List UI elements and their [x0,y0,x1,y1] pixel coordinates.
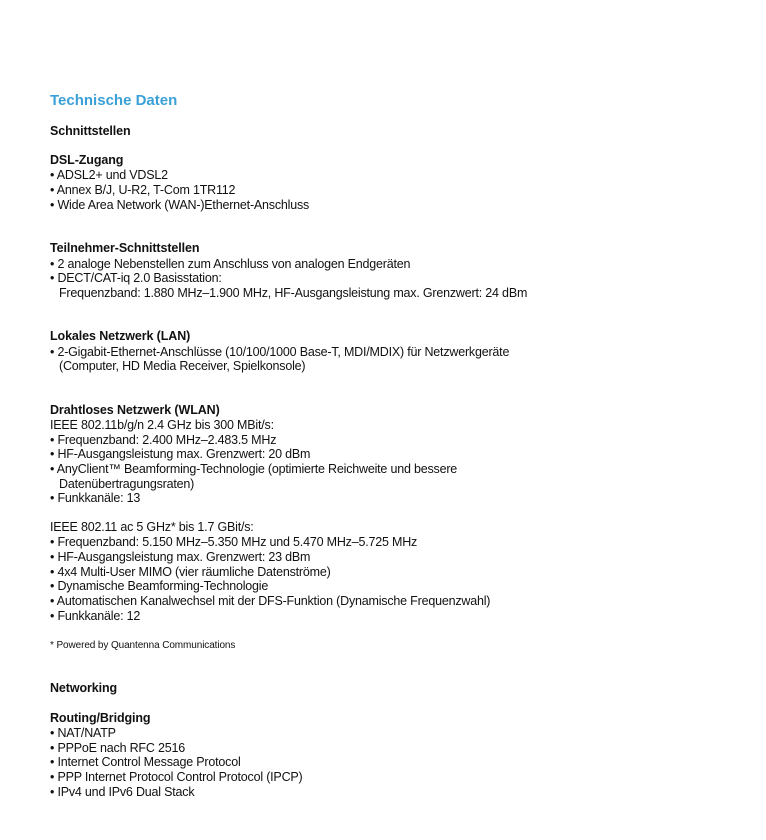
list-item: • Internet Control Message Protocol [50,755,241,769]
subheading-dsl: DSL-Zugang [50,153,124,167]
list-item: • PPP Internet Protocol Control Protocol (IPCP) [50,770,303,784]
list-item: • Automatischen Kanalwechsel mit der DFS-Funktion (Dynamische Frequenzwahl) [50,594,491,608]
list-item-continuation: Frequenzband: 1.880 MHz–1.900 MHz, HF-Ausgangsleistung max. Grenzwert: 24 dBm [59,286,528,300]
list-item: • AnyClient™ Beamforming-Technologie (optimierte Reichweite und bessere [50,462,458,476]
subheading-lan: Lokales Netzwerk (LAN) [50,329,191,343]
list-item: • Funkkanäle: 13 [50,491,141,505]
section-heading-networking: Networking [50,681,118,695]
list-item: • Annex B/J, U-R2, T-Com 1TR112 [50,183,236,197]
list-item: IEEE 802.11 ac 5 GHz* bis 1.7 GBit/s: [50,520,254,534]
list-item: • Frequenzband: 2.400 MHz–2.483.5 MHz [50,433,277,447]
list-item-continuation: (Computer, HD Media Receiver, Spielkonsole) [59,359,306,373]
footnote: * Powered by Quantenna Communications [50,640,236,651]
list-item: • Wide Area Network (WAN-)Ethernet-Anschluss [50,198,310,212]
list-item: • HF-Ausgangsleistung max. Grenzwert: 23 dBm [50,550,311,564]
page-title: Technische Daten [50,92,178,109]
list-item: • HF-Ausgangsleistung max. Grenzwert: 20 dBm [50,447,311,461]
list-item: • ADSL2+ und VDSL2 [50,168,168,182]
list-item: • Funkkanäle: 12 [50,609,141,623]
list-item: • PPPoE nach RFC 2516 [50,741,185,755]
subheading-wlan: Drahtloses Netzwerk (WLAN) [50,403,220,417]
list-item: • Dynamische Beamforming-Technologie [50,579,269,593]
subheading-routing: Routing/Bridging [50,711,151,725]
section-heading-schnittstellen: Schnittstellen [50,124,131,138]
list-item: IEEE 802.11b/g/n 2.4 GHz bis 300 MBit/s: [50,418,274,432]
list-item: • 4x4 Multi-User MIMO (vier räumliche Datenströme) [50,565,331,579]
list-item: • 2-Gigabit-Ethernet-Anschlüsse (10/100/1000 Base-T, MDI/MDIX) für Netzwerkgeräte [50,345,510,359]
list-item: • NAT/NATP [50,726,116,740]
list-item: • DECT/CAT-iq 2.0 Basisstation: [50,271,222,285]
list-item-continuation: Datenübertragungsraten) [59,477,195,491]
list-item: • 2 analoge Nebenstellen zum Anschluss von analogen Endgeräten [50,257,411,271]
list-item: • Frequenzband: 5.150 MHz–5.350 MHz und 5.470 MHz–5.725 MHz [50,535,418,549]
list-item: • IPv4 und IPv6 Dual Stack [50,785,195,799]
subheading-teilnehmer: Teilnehmer-Schnittstellen [50,241,200,255]
